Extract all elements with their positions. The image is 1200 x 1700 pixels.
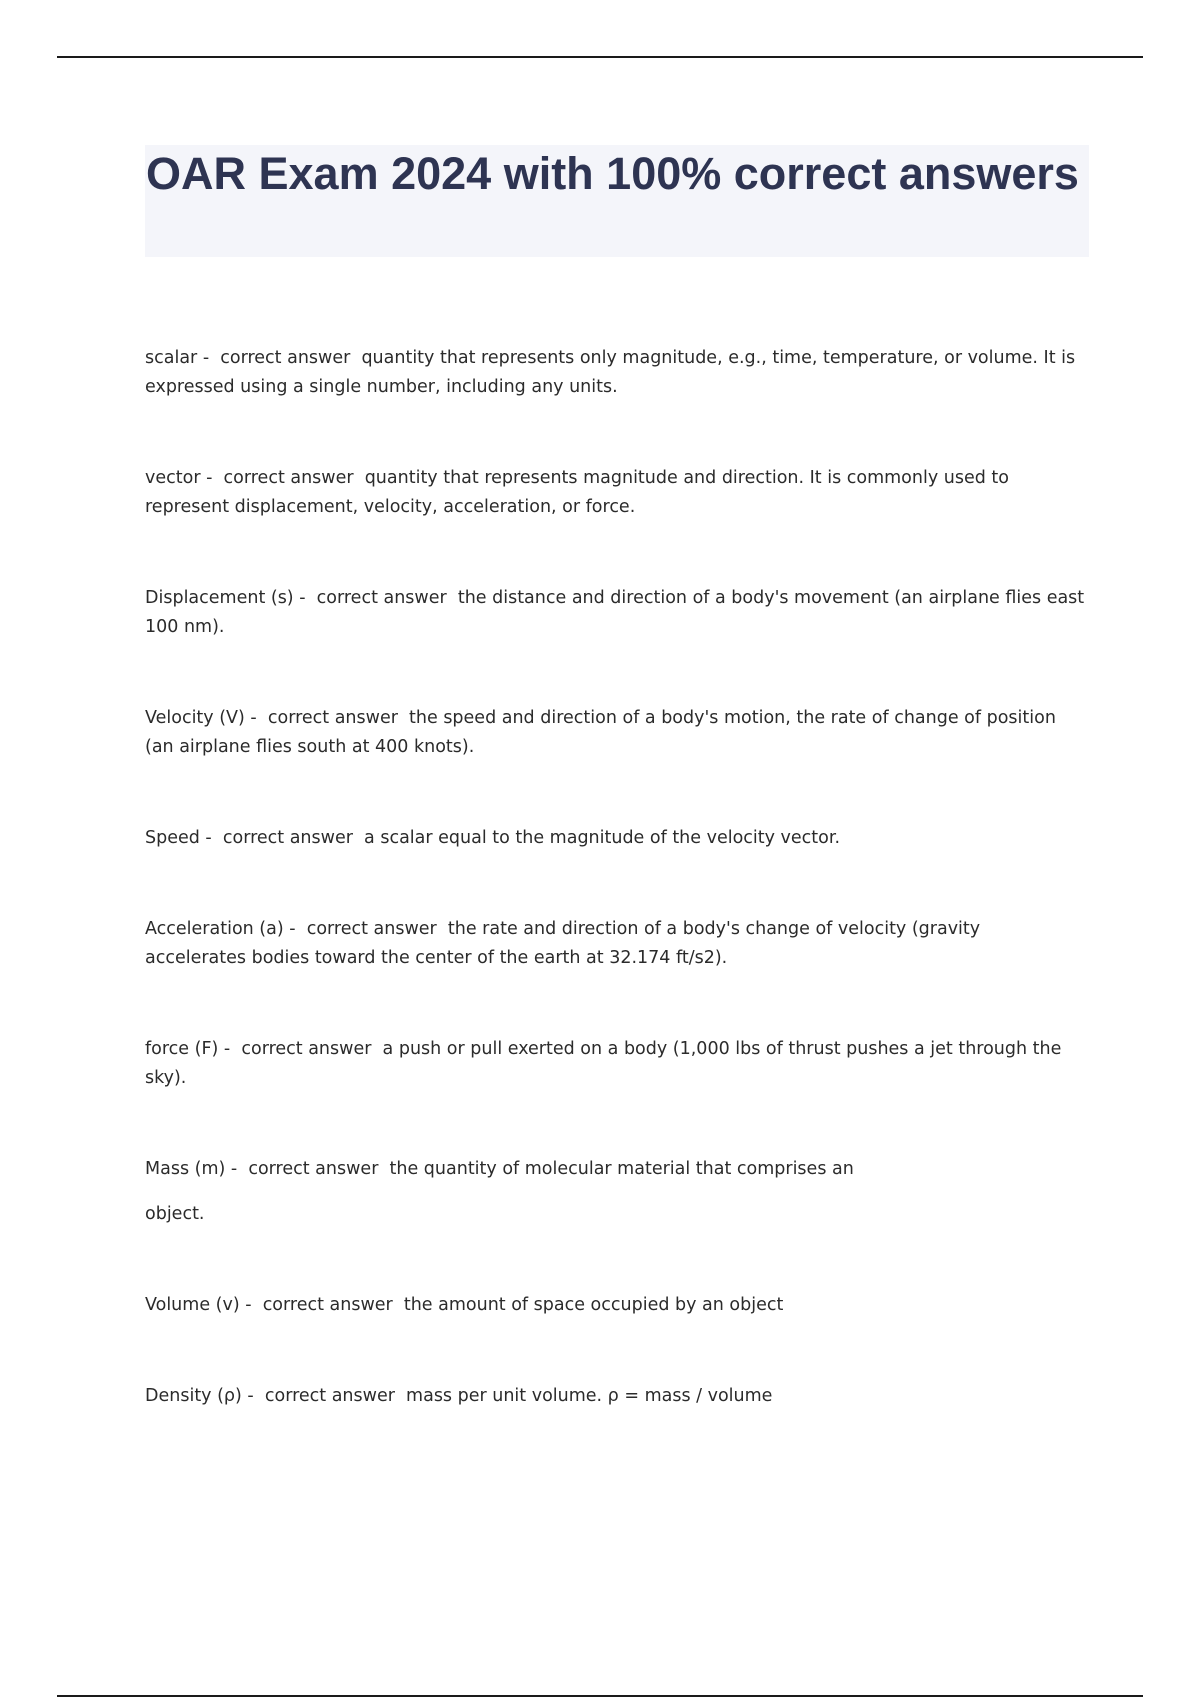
answer-marker: correct answer — [306, 919, 448, 939]
term: Mass (m) — [145, 1159, 226, 1179]
flashcard-entry — [145, 584, 1085, 642]
separator: - — [244, 708, 268, 728]
flashcard-entry — [145, 1382, 1085, 1411]
answer-marker: correct answer — [264, 1386, 407, 1406]
separator: - — [218, 1039, 242, 1059]
flashcard-entry — [145, 464, 1085, 522]
answer-marker: correct answer — [223, 468, 365, 488]
bottom-rule — [57, 1695, 1143, 1697]
term: Velocity (V) — [145, 708, 245, 728]
flashcard-entry — [145, 1035, 1085, 1093]
definition-continuation: object. — [145, 1204, 205, 1224]
answer-marker: correct answer — [241, 1039, 383, 1059]
term: scalar — [145, 348, 198, 368]
separator: - — [293, 588, 317, 608]
flashcard-list — [145, 344, 1085, 1473]
separator: - — [199, 828, 223, 848]
definition: the rate and direction of a body's change of velocity (gravity accelerates bodies toward the center of the earth at 32.174 ft/s2). — [145, 919, 981, 968]
top-rule — [57, 56, 1143, 58]
answer-marker: correct answer — [220, 348, 362, 368]
definition: mass per unit volume. ρ = mass / volume — [406, 1386, 773, 1406]
definition: a scalar equal to the magnitude of the velocity vector. — [364, 828, 841, 848]
definition: the amount of space occupied by an object — [403, 1295, 784, 1315]
term: force (F) — [145, 1039, 219, 1059]
flashcard-entry — [145, 704, 1085, 762]
term: Density (ρ) — [145, 1386, 242, 1406]
separator: - — [283, 919, 307, 939]
flashcard-entry — [145, 1291, 1085, 1320]
definition: the distance and direction of a body's movement (an airplane flies east 100 nm). — [145, 588, 1085, 637]
separator: - — [225, 1159, 249, 1179]
term: Acceleration (a) — [145, 919, 284, 939]
flashcard-entry — [145, 915, 1085, 973]
answer-marker: correct answer — [267, 708, 410, 728]
answer-marker: correct answer — [262, 1295, 404, 1315]
term: Volume (v) — [145, 1295, 240, 1315]
definition: the speed and direction of a body's motion, the rate of change of position (an airplane flies south at 400 knots). — [145, 708, 1056, 757]
separator: - — [200, 468, 224, 488]
term: Displacement (s) — [145, 588, 294, 608]
answer-marker: correct answer — [222, 828, 365, 848]
answer-marker: correct answer — [248, 1159, 390, 1179]
definition: the quantity of molecular material that comprises an — [389, 1159, 854, 1179]
answer-marker: correct answer — [316, 588, 458, 608]
term: Speed — [145, 828, 200, 848]
definition: a push or pull exerted on a body (1,000 lbs of thrust pushes a jet through the sky). — [145, 1039, 1062, 1088]
separator: - — [197, 348, 221, 368]
separator: - — [239, 1295, 263, 1315]
definition: quantity that represents magnitude and direction. It is commonly used to represent displacement, velocity, acceleration, or force. — [145, 468, 1009, 517]
document-title: OAR Exam 2024 with 100% correct answers — [146, 148, 1079, 199]
separator: - — [241, 1386, 265, 1406]
flashcard-entry — [145, 824, 1085, 853]
term: vector — [145, 468, 201, 488]
definition: quantity that represents only magnitude, e.g., time, temperature, or volume. It is expressed using a single number, including any units. — [145, 348, 1076, 397]
flashcard-entry — [145, 1155, 1085, 1229]
flashcard-entry — [145, 344, 1085, 402]
